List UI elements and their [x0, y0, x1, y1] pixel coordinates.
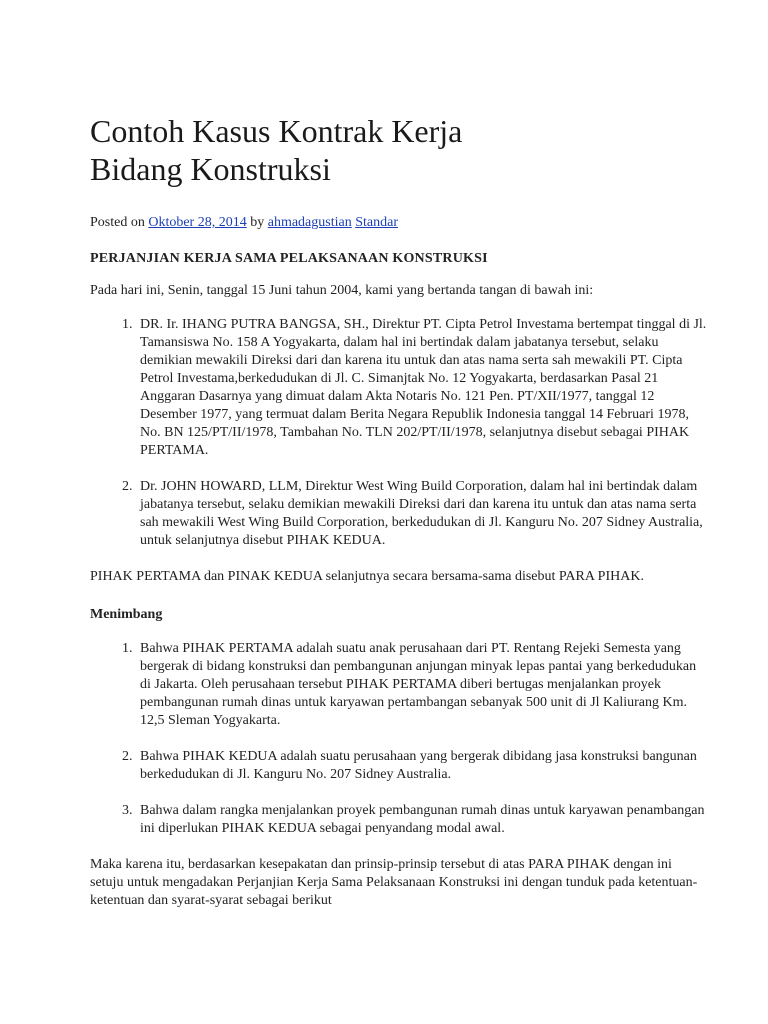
category-link[interactable]: Standar	[355, 215, 398, 230]
party-item-2: 2. Dr. JOHN HOWARD, LLM, Direktur West Wing Build Corporation, dalam hal ini bertindak dalam jabatanya tersebut, selaku demikian mewakili Direksi dari dan karena itu untuk dan atas nama serta sah mewakili West Wing Build Corporation, berkedudukan di Jl. Kanguru No. 207 Sidney Australia, untuk selanjutnya disebut PIHAK KEDUA.	[136, 478, 708, 550]
parties-list	[90, 316, 708, 550]
posted-on-label: Posted on	[90, 215, 145, 230]
menimbang-item-1: 1. Bahwa PIHAK PERTAMA adalah suatu anak perusahaan dari PT. Rentang Rejeki Semesta yang bergerak di bidang konstruksi dan pembangunan anjungan minyak lepas pantai yang berkedudukan di Jakarta. Oleh perusahaan tersebut PIHAK PERTAMA diberi bertugas menjalankan proyek pembangunan rumah dinas untuk karyawan pertambangan sebanyak 500 unit di Jl Kaliurang Km. 12,5 Sleman Yogyakarta.	[136, 640, 708, 730]
post-date-link[interactable]: Oktober 28, 2014	[148, 215, 247, 230]
post-meta	[90, 214, 708, 232]
author-link[interactable]: ahmadagustian	[267, 215, 352, 230]
menimbang-item-2: 2. Bahwa PIHAK KEDUA adalah suatu perusahaan yang bergerak dibidang jasa konstruksi bangunan berkedudukan di Jl. Kanguru No. 207 Sidney Australia.	[136, 748, 708, 784]
menimbang-heading: Menimbang	[90, 607, 163, 622]
party-item-1: 1. DR. Ir. IHANG PUTRA BANGSA, SH., Direktur PT. Cipta Petrol Investama bertempat tinggal di Jl. Tamansiswa No. 158 A Yogyakarta, dalam hal ini bertindak dalam jabatanya tersebut, selaku demikian mewakili Direksi dari dan karena itu untuk dan atas nama serta sah mewakili PT. Cipta Petrol Investama,berkedudukan di Jl. C. Simanjtak No. 12 Yogyakarta, berdasarkan Pasal 21 Anggaran Dasarnya yang dimuat dalam Akta Notaris No. 121 Pen. PT/XII/1977, tanggal 12 Desember 1977, yang termuat dalam Berita Negara Republik Indonesia tanggal 14 Februari 1978, No. BN 125/PT/II/1978, Tambahan No. TLN 202/PT/II/1978, selanjutnya disebut sebagai PIHAK PERTAMA.	[136, 316, 708, 460]
by-label: by	[250, 215, 265, 230]
intro-paragraph: Pada hari ini, Senin, tanggal 15 Juni tahun 2004, kami yang bertanda tangan di bawah ini:	[90, 283, 594, 298]
article-title: Contoh Kasus Kontrak Kerja Bidang Konstruksi	[90, 113, 463, 187]
para-pihak-paragraph: PIHAK PERTAMA dan PINAK KEDUA selanjutnya secara bersama-sama disebut PARA PIHAK.	[90, 569, 644, 584]
menimbang-list	[90, 640, 708, 838]
menimbang-item-3: 3. Bahwa dalam rangka menjalankan proyek pembangunan rumah dinas untuk karyawan penambangan ini diperlukan PIHAK KEDUA sebagai penyandang modal awal.	[136, 802, 708, 838]
agreement-heading: PERJANJIAN KERJA SAMA PELAKSANAAN KONSTRUKSI	[90, 251, 488, 266]
closing-paragraph: Maka karena itu, berdasarkan kesepakatan dan prinsip-prinsip tersebut di atas PARA PIHAK dengan ini setuju untuk mengadakan Perjanjian Kerja Sama Pelaksanaan Konstruksi ini dengan tunduk pada ketentuan-ketentuan dan syarat-syarat sebagai berikut	[90, 857, 698, 908]
